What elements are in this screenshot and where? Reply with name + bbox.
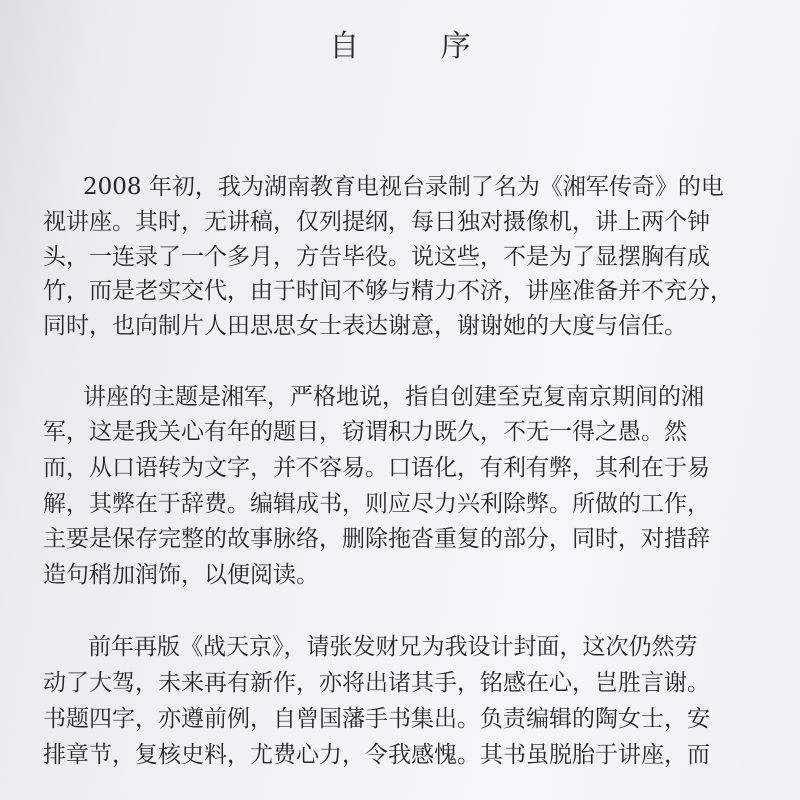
text-line-9: 解，其弊在于辞费。编辑成书，则应尽力兴利除弊。所做的工作， [43,491,710,517]
text-line-1: 2008 年初，我为湖南教育电视台录制了名为《湘军传奇》的电 [83,174,724,200]
text-line-12: 前年再版《战天京》，请张发财兄为我设计封面，这次仍然劳 [88,634,698,660]
text-line-15: 排章节，复核史料，尤费心力，令我感愧。其书虽脱胎于讲座，而 [43,742,710,768]
text-line-14: 书题四字，亦遵前例，自曾国藩手书集出。负责编辑的陶女士，安 [43,706,710,732]
text-line-11: 造句稍加润饰，以便阅读。 [43,562,319,588]
text-line-7: 军，这是我关心有年的题目，窃谓积力既久，不无一得之愚。然 [43,419,687,445]
text-line-5: 同时，也向制片人田思思女士表达谢意，谢谢她的大度与信任。 [43,313,687,339]
text-line-10: 主要是保存完整的故事脉络，删除拖沓重复的部分，同时，对措辞 [43,526,710,552]
text-line-3: 头，一连录了一个多月，方告毕役。说这些，不是为了显摆胸有成 [43,244,710,270]
text-line-6: 讲座的主题是湘军，严格地说，指自创建至克复南京期间的湘 [83,384,704,410]
page-title: 自 序 [329,29,507,64]
text-line-13: 动了大驾，未来再有新作，亦将出诸其手，铭感在心，岂胜言谢。 [43,670,710,696]
text-line-2: 视讲座。其时，无讲稿，仅列提纲，每日独对摄像机，讲上两个钟 [43,209,710,235]
text-line-8: 而，从口语转为文字，并不容易。口语化，有利有弊，其利在于易 [43,455,710,481]
text-line-4: 竹，而是老实交代，由于时间不够与精力不济，讲座准备并不充分， [43,278,733,304]
